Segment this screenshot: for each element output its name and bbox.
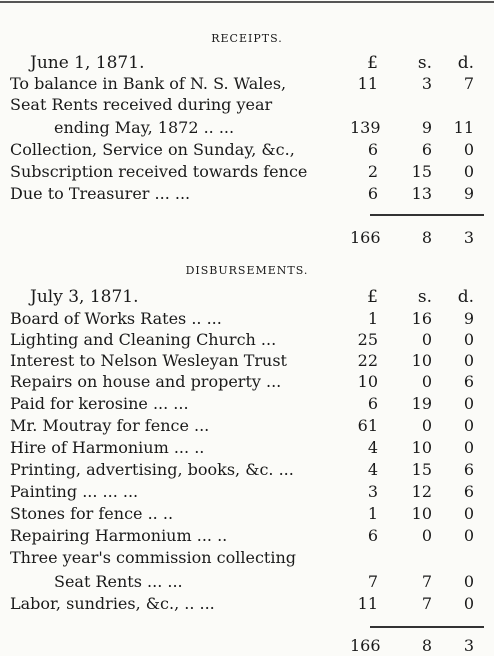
receipt-description: Seat Rents received during year [10, 95, 273, 114]
disbursement-pence: 6 [463, 460, 474, 479]
disbursement-row [0, 438, 494, 458]
disbursement-description: Lighting and Cleaning Church ... [10, 330, 277, 349]
receipts-total-pence: 3 [463, 228, 474, 247]
disbursement-row [0, 351, 494, 371]
receipt-pence: 0 [463, 162, 474, 181]
disbursement-row [0, 330, 494, 350]
disbursement-row [0, 309, 494, 329]
disbursement-pounds: 1 [367, 309, 378, 328]
receipt-pounds: 139 [350, 118, 381, 137]
disbursement-pence: 0 [463, 572, 474, 591]
receipt-description: Due to Treasurer ... ... [10, 184, 191, 203]
disbursement-row [0, 460, 494, 480]
receipt-description: ending May, 1872 .. ... [54, 118, 235, 137]
receipt-pounds: 11 [357, 74, 378, 93]
pence-column-header: d. [457, 287, 474, 307]
disbursement-description: Board of Works Rates .. ... [10, 309, 222, 328]
top-rule [0, 1, 494, 3]
disbursement-pence: 0 [463, 438, 474, 457]
disbursement-description: Labor, sundries, &c., .. ... [10, 594, 215, 613]
disbursement-description: Repairs on house and property ... [10, 372, 282, 391]
pounds-column-header: £ [367, 287, 378, 307]
disbursement-pence: 9 [463, 309, 474, 328]
disbursement-pounds: 22 [357, 351, 378, 370]
receipt-row [0, 74, 494, 94]
disbursement-description: Stones for fence .. .. [10, 504, 174, 523]
receipts-total-pounds: 166 [350, 228, 381, 247]
disbursement-shillings: 16 [411, 309, 432, 328]
receipt-shillings: 15 [411, 162, 432, 181]
receipt-row [0, 162, 494, 182]
disbursement-pence: 0 [463, 504, 474, 523]
disbursement-row [0, 482, 494, 502]
disbursement-pounds: 1 [367, 504, 378, 523]
receipts-date: June 1, 1871. [30, 53, 145, 73]
receipts-heading: RECEIPTS. [211, 32, 283, 45]
disbursements-total-row [0, 636, 494, 656]
disbursement-pounds: 6 [367, 394, 378, 413]
receipt-row [0, 95, 494, 115]
disbursement-shillings: 10 [411, 351, 432, 370]
receipt-pounds: 6 [367, 140, 378, 159]
receipt-row [0, 140, 494, 160]
shillings-column-header: s. [417, 287, 432, 307]
disbursement-row [0, 394, 494, 414]
disbursement-pounds: 4 [367, 438, 378, 457]
disbursement-shillings: 0 [421, 526, 432, 545]
disbursement-shillings: 0 [421, 416, 432, 435]
disbursement-row [0, 372, 494, 392]
disbursement-pence: 0 [463, 594, 474, 613]
disbursements-total-pence: 3 [463, 636, 474, 655]
disbursement-row [0, 416, 494, 436]
disbursement-description: Interest to Nelson Wesleyan Trust [10, 351, 287, 370]
receipt-pounds: 6 [367, 184, 378, 203]
disbursements-total-shillings: 8 [421, 636, 432, 655]
receipt-row [0, 118, 494, 138]
disbursements-total-rule [370, 626, 484, 628]
disbursement-pounds: 61 [357, 416, 378, 435]
receipt-shillings: 6 [421, 140, 432, 159]
disbursement-row [0, 548, 494, 568]
disbursement-description: Mr. Moutray for fence ... [10, 416, 210, 435]
receipt-pence: 9 [463, 184, 474, 203]
disbursement-pence: 0 [463, 416, 474, 435]
receipt-shillings: 13 [411, 184, 432, 203]
disbursement-shillings: 0 [421, 330, 432, 349]
disbursement-description: Three year's commission collecting [10, 548, 297, 567]
receipt-pence: 0 [463, 140, 474, 159]
receipts-total-shillings: 8 [421, 228, 432, 247]
receipt-shillings: 9 [421, 118, 432, 137]
receipt-shillings: 3 [421, 74, 432, 93]
disbursement-row [0, 572, 494, 592]
disbursement-pence: 0 [463, 351, 474, 370]
disbursement-shillings: 15 [411, 460, 432, 479]
disbursement-pounds: 11 [357, 594, 378, 613]
pence-column-header: d. [457, 53, 474, 73]
receipts-total-rule [370, 214, 484, 216]
disbursement-pence: 0 [463, 526, 474, 545]
disbursements-date: July 3, 1871. [30, 287, 139, 307]
disbursement-shillings: 7 [421, 594, 432, 613]
disbursement-row [0, 594, 494, 614]
disbursement-description: Seat Rents ... ... [54, 572, 183, 591]
disbursement-shillings: 12 [411, 482, 432, 501]
disbursement-pounds: 6 [367, 526, 378, 545]
disbursement-pounds: 25 [357, 330, 378, 349]
receipt-description: Subscription received towards fence [10, 162, 308, 181]
disbursement-shillings: 0 [421, 372, 432, 391]
shillings-column-header: s. [417, 53, 432, 73]
receipt-description: To balance in Bank of N. S. Wales, [10, 74, 287, 93]
disbursement-shillings: 10 [411, 504, 432, 523]
disbursement-description: Repairing Harmonium ... .. [10, 526, 228, 545]
disbursement-shillings: 19 [411, 394, 432, 413]
disbursement-pounds: 10 [357, 372, 378, 391]
disbursement-row [0, 526, 494, 546]
disbursement-description: Paid for kerosine ... ... [10, 394, 189, 413]
disbursement-pence: 6 [463, 372, 474, 391]
disbursements-heading: DISBURSEMENTS. [185, 264, 309, 277]
disbursement-description: Painting ... ... ... [10, 482, 139, 501]
disbursement-pence: 6 [463, 482, 474, 501]
disbursement-description: Hire of Harmonium ... .. [10, 438, 205, 457]
receipts-header-row [0, 53, 494, 73]
disbursement-pence: 0 [463, 330, 474, 349]
disbursement-pounds: 3 [367, 482, 378, 501]
receipt-pounds: 2 [367, 162, 378, 181]
receipt-pence: 7 [463, 74, 474, 93]
receipt-pence: 11 [453, 118, 474, 137]
disbursement-pounds: 4 [367, 460, 378, 479]
disbursement-shillings: 7 [421, 572, 432, 591]
disbursement-description: Printing, advertising, books, &c. ... [10, 460, 294, 479]
receipt-description: Collection, Service on Sunday, &c., [10, 140, 295, 159]
disbursement-pence: 0 [463, 394, 474, 413]
disbursement-shillings: 10 [411, 438, 432, 457]
disbursements-total-pounds: 166 [350, 636, 381, 655]
receipt-row [0, 184, 494, 204]
pounds-column-header: £ [367, 53, 378, 73]
disbursements-header-row [0, 287, 494, 307]
disbursement-pounds: 7 [367, 572, 378, 591]
receipts-total-row [0, 228, 494, 248]
disbursement-row [0, 504, 494, 524]
